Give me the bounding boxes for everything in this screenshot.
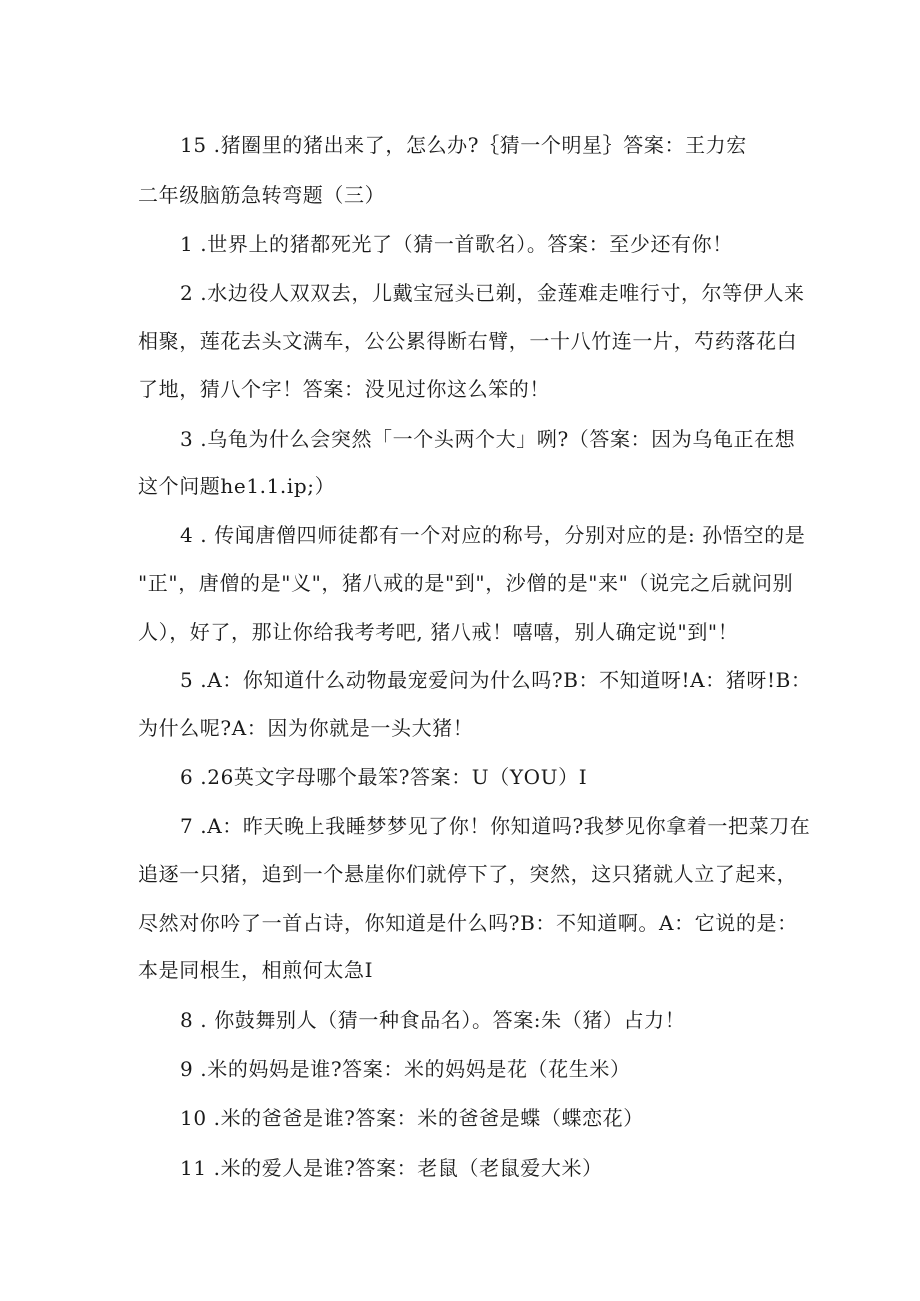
paragraph-line: 本是同根生，相煎何太急I (138, 958, 374, 982)
paragraph-line: 相聚，莲花去头文满车，公公累得断右臂，一十八竹连一片，芍药落花白 (138, 329, 798, 353)
paragraph-line: 6 .26英文字母哪个最笨?答案：U（YOU）I (180, 765, 588, 789)
paragraph-line: 5 .A：你知道什么动物最宠爱问为什么吗?B：不知道呀!A：猪呀!B： (180, 668, 812, 692)
paragraph-line: 3 .乌龟为什么会突然「一个头两个大」咧?（答案：因为乌龟正在想 (180, 427, 796, 451)
paragraph-line: 1 .世界上的猪都死光了（猜一首歌名）。答案：至少还有你！ (180, 232, 733, 256)
paragraph-line: 尽然对你吟了一首占诗，你知道是什么吗?B：不知道啊。A：它说的是： (138, 911, 798, 935)
paragraph-line: 2 .水边役人双双去，儿戴宝冠头已剃，金莲难走唯行寸，尔等伊人来 (180, 281, 805, 305)
paragraph-line: 追逐一只猪，追到一个悬崖你们就停下了，突然，这只猪就人立了起来， (138, 862, 798, 886)
paragraph-line: 15 .猪圈里的猪出来了，怎么办?｛猜一个明星｝答案：王力宏 (180, 133, 747, 157)
paragraph-line: 4 . 传闻唐僧四师徒都有一个对应的称号，分别对应的是: 孙悟空的是 (180, 523, 806, 547)
paragraph-line: 7 .A：昨天晚上我睡梦梦见了你！你知道吗?我梦见你拿着一把菜刀在 (180, 814, 811, 838)
paragraph-line: 11 .米的爱人是谁?答案：老鼠（老鼠爱大米） (180, 1156, 603, 1180)
paragraph-line: 10 .米的爸爸是谁?答案：米的爸爸是蝶（蝶恋花） (180, 1106, 644, 1130)
paragraph-line: 为什么呢?A：因为你就是一头大猪！ (138, 716, 474, 740)
paragraph-line: 人），好了，那让你给我考考吧, 猪八戒！嘻嘻，别人确定说"到"！ (138, 620, 739, 644)
section-heading: 二年级脑筋急转弯题（三） (138, 183, 386, 207)
paragraph-line: 9 .米的妈妈是谁?答案：米的妈妈是花（花生米） (180, 1057, 631, 1081)
paragraph-line: 这个问题he1.1.ip;） (138, 474, 336, 498)
paragraph-line: 8 . 你鼓舞别人（猜一种食品名）。答案:朱（猪）占力！ (180, 1008, 686, 1032)
paragraph-line: "正"，唐僧的是"义"，猪八戒的是"到"，沙僧的是"来"（说完之后就问别 (138, 571, 794, 595)
paragraph-line: 了地，猜八个字！答案：没见过你这么笨的！ (138, 377, 550, 401)
